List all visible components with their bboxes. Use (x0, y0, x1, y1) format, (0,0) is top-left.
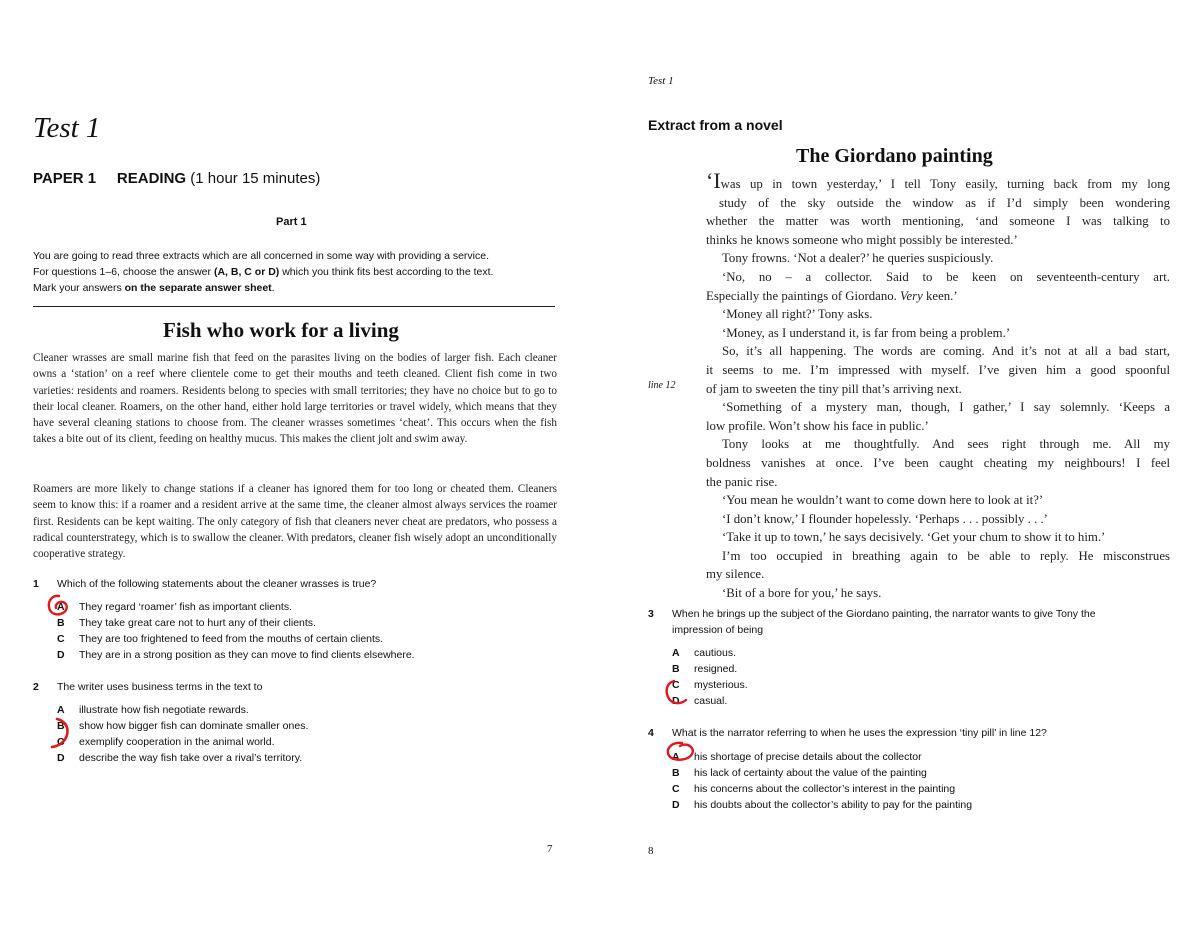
novel-title: The Giordano painting (796, 145, 993, 167)
instructions-line: For questions 1–6, choose the answer (A, B, C or D) which you think fits best according to the text. (33, 266, 494, 278)
question-text: The writer uses business terms in the text to (57, 681, 263, 693)
novel-extract (706, 168, 1170, 603)
running-head: Test 1 (648, 75, 674, 87)
answer-mark-4a (664, 740, 698, 762)
instructions (33, 248, 563, 296)
novel-line: ‘Money, as I understand it, is far from being a problem.’ (722, 325, 1011, 340)
novel-line: low profile. Won’t show his face in public.’ (706, 418, 929, 433)
section-label: READING (116, 170, 187, 187)
novel-line: Tony frowns. ‘Not a dealer?’ he queries suspiciously. (722, 251, 994, 266)
left-page: Test 1 PAPER 1 READING (1 hour 15 minutes) Part 1 You are going to read three extracts which are all concerned in some way with providing a service. For questions 1–6, choose the answer (A, B, C or D) which you think fits best according to the text. Mark your answers on the separate answer sheet. Fish who work for a living Cleaner wrasses are small marine fish that feed on the parasites living on the bodies of larger fish. Each cleaner owns a ‘station’ on a reef where clientele come to get their mouths and teeth cleaned. Client fish come in two varieties: residents and roamers. Residents belong to species with small territories; they have no choice but to go to their local cleaner. Roamers, on the other hand, either hold large territories or travel widely, which means that they have several cleaning stations to choose from. The cleaner wrasses sometimes ‘cheat’. This occurs when the fish takes a bite out of its client, feeding on healthy mucus. This makes the client jolt and swim away. Roamers are more likely to change stations if a cleaner has ignored them for too long or cheated them. Cleaners seem to know this: if a roamer and a resident arrive at the same time, the cleaner almost always services the roamer first. Residents can be kept waiting. The only category of fish that cleaners never cheat are predators, who possess a radical counterstrategy, which is to swallow the cleaner. With predators, cleaner fish wisely adopt an unconditionally cooperative strategy. 1 Which of the following statements about the cleaner wrasses is true? A They regard ‘roamer’ fish as important clients. B They take great care not to hurt any of their clients. C They are too frightened to feed from the mouths of certain clients. D They are in a strong position as they can move to find clients elsewhere. 2 The writer uses business terms in the text to A illustrate how fish negotiate rewards. B show how bigger fish can dominate smaller ones. C exemplify cooperation in the animal world. D describe the way fish take over a rival’s territory. 7 (0, 0, 600, 927)
novel-line: ‘No, no – a collector. Said to be keen on seventeenth-century art. (722, 269, 1170, 284)
novel-line: my silence. (706, 567, 765, 582)
question-text: impression of being (672, 624, 764, 636)
novel-line: ‘Iwas up in town yesterday,’ I tell Tony easily, turning back from my long (706, 168, 1170, 193)
question-number: 2 (33, 681, 39, 693)
divider (33, 306, 555, 307)
extract-label: Extract from a novel (648, 117, 783, 133)
article-title: Fish who work for a living (163, 318, 399, 342)
novel-line: I’m too occupied in breathing again to be able to reply. He misconstrues (722, 548, 1170, 563)
question-text: What is the narrator referring to when he uses the expression ‘tiny pill’ in line 12? (672, 727, 1047, 739)
test-title: Test 1 (33, 112, 101, 144)
question-number: 4 (648, 727, 654, 739)
novel-line: ‘You mean he wouldn’t want to come down here to look at it?’ (722, 493, 1044, 508)
novel-line: boldness vanishes at once. I’ve been caught cheating my neighbours! I feel (706, 455, 1170, 470)
question-number: 3 (648, 608, 654, 620)
duration: (1 hour 15 minutes) (190, 170, 321, 187)
novel-line: the panic rise. (706, 474, 778, 489)
page-number: 7 (547, 843, 553, 855)
line-marker: line 12 (648, 380, 676, 391)
paper-heading (33, 170, 320, 187)
instructions-line: Mark your answers on the separate answer sheet. (33, 282, 275, 294)
novel-line: of jam to sweeten the tiny pill that’s arriving next. (706, 381, 962, 396)
novel-line: Especially the paintings of Giordano. Very keen.’ (706, 288, 958, 303)
novel-line: whether the matter was worth mentioning, ‘and someone I was talking to (706, 214, 1170, 229)
page-number: 8 (648, 845, 654, 857)
article-paragraph-2: Roamers are more likely to change stations if a cleaner has ignored them for too long or cheated them. Cleaners seem to know this: if a roamer and a resident arrive at the same time, the cleaner almost always services the roamer first. Residents can be kept waiting. The only category of fish that cleaners never cheat are predators, who possess a radical counterstrategy, which is to swallow the cleaner. With predators, cleaner fish wisely adopt an unconditionally cooperative strategy. (33, 483, 557, 561)
question-number: 1 (33, 578, 39, 590)
novel-line: ‘Bit of a bore for you,’ he says. (722, 586, 882, 601)
part-label: Part 1 (276, 216, 307, 228)
answer-mark-2c (47, 715, 77, 755)
novel-line: study of the sky outside the window as if I’d simply been wondering (719, 195, 1170, 210)
question-text: When he brings up the subject of the Giordano painting, the narrator wants to give Tony the (672, 608, 1096, 620)
novel-line: thinks he knows someone who might possibly be interested.’ (706, 232, 1018, 247)
paper-label: PAPER 1 (33, 170, 97, 187)
answer-mark-3d (662, 678, 692, 708)
instructions-line: You are going to read three extracts which are all concerned in some way with providing a service. (33, 250, 490, 262)
article-paragraph-1: Cleaner wrasses are small marine fish that feed on the parasites living on the bodies of larger fish. Each cleaner owns a ‘station’ on a reef where clientele come to get their mouths and teeth cleaned. Client fish come in two varieties: residents and roamers. Residents belong to species with small territories; they have no choice but to go to their local cleaner. Roamers, on the other hand, either hold large territories or travel widely, which means that they have several cleaning stations to choose from. The cleaner wrasses sometimes ‘cheat’. This occurs when the fish takes a bite out of its client, feeding on healthy mucus. This makes the client jolt and swim away. (33, 352, 557, 446)
novel-line: ‘Take it up to town,’ he says decisively. ‘Get your chum to show it to him.’ (722, 530, 1106, 545)
novel-line: ‘I don’t know,’ I flounder hopelessly. ‘Perhaps . . . possibly . . .’ (722, 511, 1048, 526)
novel-line: it seems to me. I’m impressed with myself. I’ve given him a good spoonful (706, 362, 1170, 377)
question-text: Which of the following statements about the cleaner wrasses is true? (57, 578, 377, 590)
novel-line: ‘Money all right?’ Tony asks. (722, 307, 873, 322)
novel-line: Tony looks at me thoughtfully. And sees right through me. All my (722, 437, 1170, 452)
novel-line: ‘Something of a mystery man, though, I gather,’ I say solemnly. ‘Keeps a (722, 400, 1170, 415)
novel-line: So, it’s all happening. The words are coming. And it’s not at all a bad start, (722, 344, 1170, 359)
answer-mark-1a (45, 594, 75, 618)
